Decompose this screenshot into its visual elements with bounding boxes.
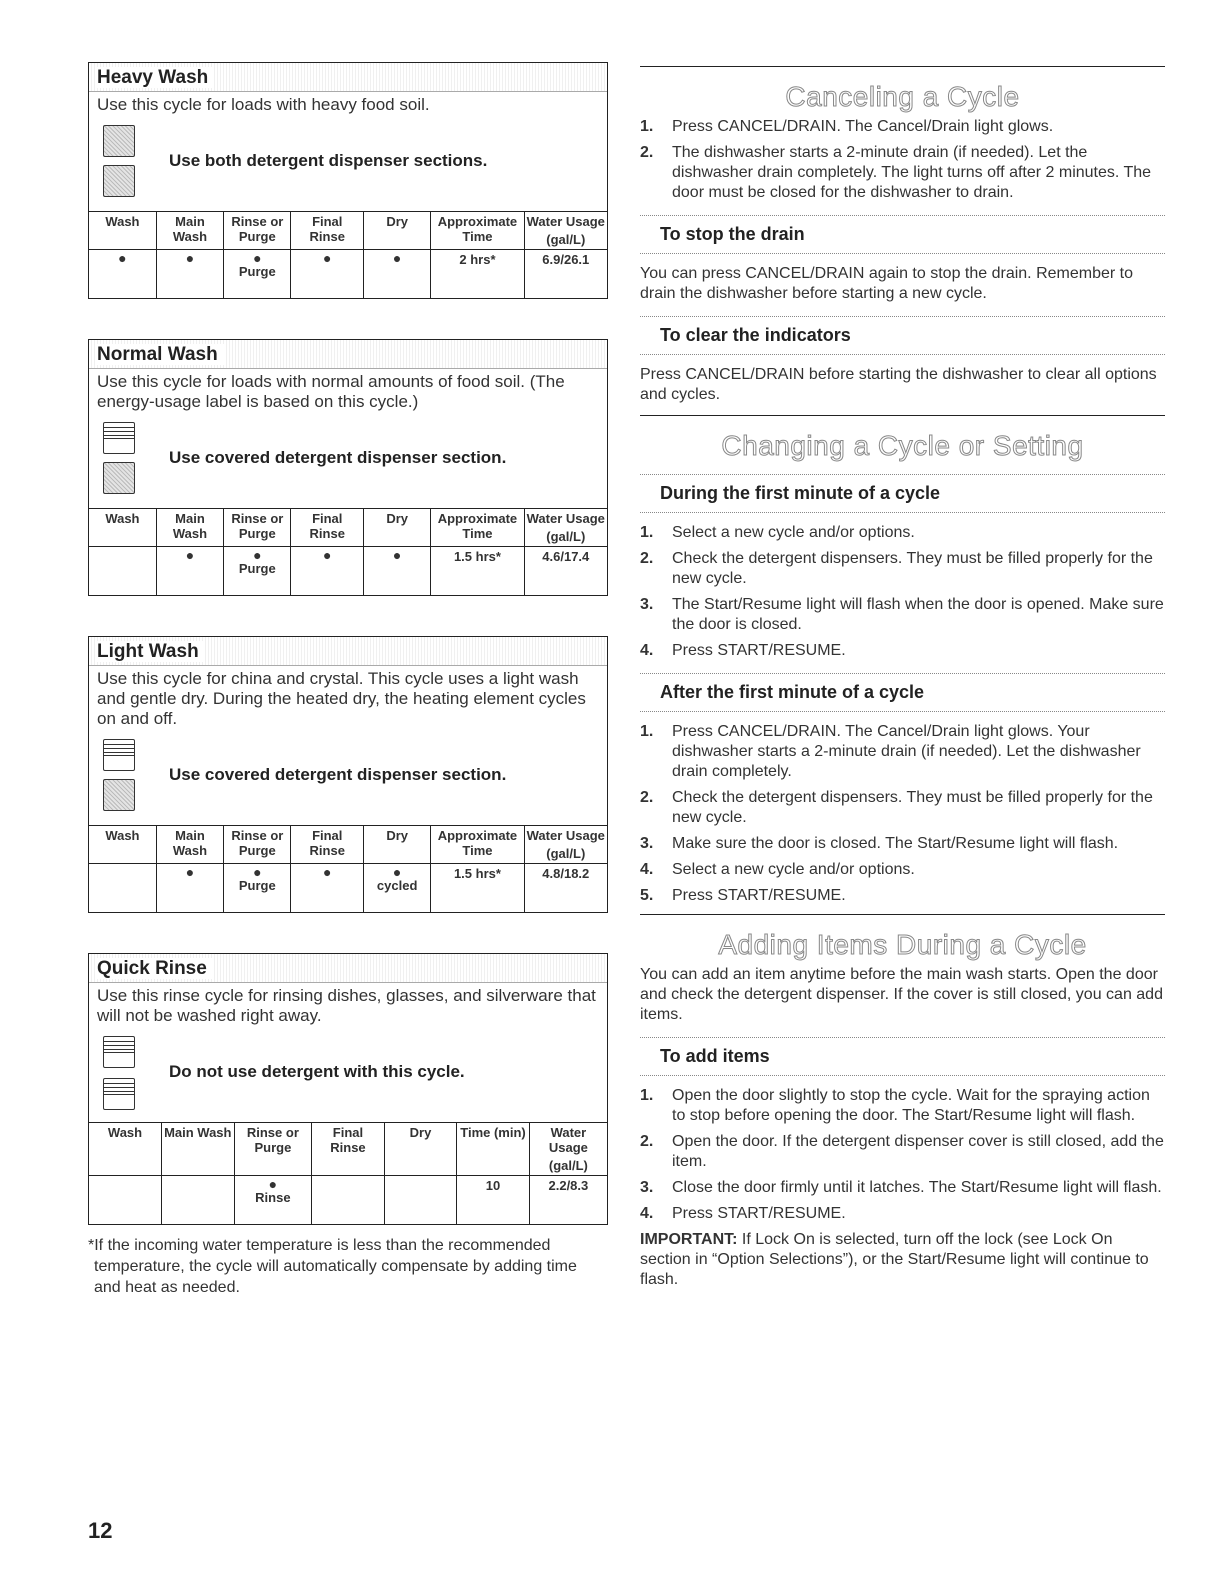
main-dispenser-covered-icon xyxy=(103,422,135,454)
col-header: Final Rinse xyxy=(291,826,364,864)
cycle-title: Quick Rinse xyxy=(97,958,213,979)
col-header: Main Wash xyxy=(156,509,223,547)
cycle-spec-table xyxy=(89,211,607,298)
time-cell: 1.5 hrs* xyxy=(431,547,524,596)
stage-cell xyxy=(89,547,156,596)
section-title-adding: Adding Items During a Cycle xyxy=(718,929,1087,960)
prewash-dispenser-filled-icon xyxy=(103,165,135,197)
step-item xyxy=(640,886,1165,906)
step-number: 1. xyxy=(640,723,654,740)
stage-cell xyxy=(364,864,431,913)
dispenser-instruction xyxy=(89,1026,607,1122)
stage-dot-icon: ● xyxy=(323,250,332,266)
instructions-column xyxy=(640,66,1165,1296)
stage-dot-icon: ● xyxy=(323,864,332,880)
col-header: Approximate Time xyxy=(431,826,524,864)
col-header: Final Rinse xyxy=(291,212,364,250)
main-dispenser-filled-icon xyxy=(103,125,135,157)
dispenser-text: Use covered detergent dispenser section. xyxy=(169,765,507,784)
during-steps xyxy=(640,523,1165,661)
step-item xyxy=(640,1132,1165,1172)
cycle-description: Use this rinse cycle for rinsing dishes, glasses, and silverware that will not be washed right away. xyxy=(97,986,596,1025)
cycle-title: Light Wash xyxy=(97,641,205,662)
col-header: Water Usage (gal/L) xyxy=(524,826,607,864)
stage-dot-icon: ● xyxy=(185,547,195,563)
stage-cell xyxy=(224,864,291,913)
stage-dot-icon: ● xyxy=(268,1176,278,1192)
stage-dot-icon: ● xyxy=(323,547,332,563)
footnote: *If the incoming water temperature is less than the recommended temperature, the cycle will automatically compensate by adding time and heat as needed. xyxy=(88,1237,577,1296)
cycle-quick-rinse xyxy=(88,953,608,1225)
step-text: Check the detergent dispensers. They must be filled properly for the new cycle. xyxy=(672,789,1153,826)
stage-dot-icon: ● xyxy=(185,250,195,266)
adding-text: You can add an item anytime before the main wash starts. Open the door and check the detergent dispenser. If the cover is still closed, you can add items. xyxy=(640,966,1163,1023)
dispenser-text: Do not use detergent with this cycle. xyxy=(169,1062,465,1081)
step-item xyxy=(640,549,1165,589)
col-header: Final Rinse xyxy=(291,509,364,547)
col-header: Rinse or Purge xyxy=(224,509,291,547)
stage-cell xyxy=(156,547,223,596)
stage-cell xyxy=(291,864,364,913)
cycle-description: Use this cycle for loads with normal amounts of food soil. (The energy-usage label is based on this cycle.) xyxy=(97,372,565,411)
stage-cell xyxy=(156,250,223,299)
stage-cell xyxy=(364,250,431,299)
col-header: Dry xyxy=(364,212,431,250)
section-title-changing: Changing a Cycle or Setting xyxy=(721,430,1084,461)
stage-cell xyxy=(234,1176,312,1225)
subhead-add-items: To add items xyxy=(640,1037,1165,1076)
col-header: Rinse or Purge xyxy=(234,1123,312,1176)
step-number: 3. xyxy=(640,1179,654,1196)
step-number: 1. xyxy=(640,118,654,135)
step-number: 5. xyxy=(640,887,654,904)
col-header: Rinse or Purge xyxy=(224,826,291,864)
step-number: 4. xyxy=(640,861,654,878)
col-header: Dry xyxy=(364,509,431,547)
cycle-light-wash xyxy=(88,636,608,913)
page-number: 12 xyxy=(88,1518,113,1543)
step-number: 2. xyxy=(640,789,654,806)
stage-note: Purge xyxy=(238,264,276,279)
cancel-steps xyxy=(640,117,1165,203)
step-text: Open the door. If the detergent dispenser cover is still closed, add the item. xyxy=(672,1133,1164,1170)
stage-dot-icon: ● xyxy=(253,250,262,266)
stage-dot-icon: ● xyxy=(392,547,402,563)
col-header: Approximate Time xyxy=(431,509,524,547)
cycle-title: Normal Wash xyxy=(97,344,224,365)
step-text: Press CANCEL/DRAIN. The Cancel/Drain light glows. xyxy=(672,118,1054,135)
stage-dot-icon: ● xyxy=(185,864,195,880)
after-steps xyxy=(640,722,1165,906)
step-item xyxy=(640,595,1165,635)
prewash-dispenser-icon xyxy=(103,462,135,494)
step-item xyxy=(640,1178,1165,1198)
col-header: Wash xyxy=(89,212,156,250)
step-number: 2. xyxy=(640,550,654,567)
water-cell: 4.8/18.2 xyxy=(524,864,607,913)
step-text: Press CANCEL/DRAIN. The Cancel/Drain light glows. Your dishwasher starts a 2-minute drain (if needed). Let the dishwasher drain completely. xyxy=(672,723,1141,780)
stage-cell xyxy=(291,250,364,299)
table-row xyxy=(89,547,607,596)
step-text: Press START/RESUME. xyxy=(672,642,846,659)
cycle-description: Use this cycle for china and crystal. This cycle uses a light wash and gentle dry. During the heated dry, the heating element cycles on and off. xyxy=(97,669,586,728)
step-item xyxy=(640,523,1165,543)
col-header: Dry xyxy=(364,826,431,864)
stage-cell xyxy=(162,1176,235,1225)
stage-cell xyxy=(89,1176,162,1225)
step-text: The Start/Resume light will flash when the door is opened. Make sure the door is closed. xyxy=(672,596,1164,633)
dispenser-text: Use covered detergent dispenser section. xyxy=(169,448,507,467)
section-title-canceling: Canceling a Cycle xyxy=(785,81,1020,112)
table-row xyxy=(89,864,607,913)
main-dispenser-covered-icon xyxy=(103,1036,135,1068)
step-item xyxy=(640,143,1165,203)
cycle-normal-wash xyxy=(88,339,608,596)
step-item xyxy=(640,1086,1165,1126)
water-cell: 2.2/8.3 xyxy=(529,1176,607,1225)
step-item xyxy=(640,1204,1165,1224)
stage-note: Purge xyxy=(238,561,276,576)
time-cell: 2 hrs* xyxy=(431,250,524,299)
stage-cell xyxy=(364,547,431,596)
step-item xyxy=(640,788,1165,828)
step-item xyxy=(640,641,1165,661)
col-header: Time (min) xyxy=(457,1123,530,1176)
main-dispenser-covered-icon xyxy=(103,739,135,771)
col-header: Water Usage (gal/L) xyxy=(529,1123,607,1176)
col-header: Wash xyxy=(89,1123,162,1176)
step-text: Make sure the door is closed. The Start/Resume light will flash. xyxy=(672,835,1119,852)
subhead-clear-indicators: To clear the indicators xyxy=(640,316,1165,355)
cycle-spec-table xyxy=(89,825,607,912)
dispenser-instruction xyxy=(89,412,607,508)
step-text: Press START/RESUME. xyxy=(672,1205,846,1222)
add-steps xyxy=(640,1086,1165,1224)
prewash-dispenser-icon xyxy=(103,779,135,811)
step-text: Check the detergent dispensers. They must be filled properly for the new cycle. xyxy=(672,550,1153,587)
step-number: 2. xyxy=(640,1133,654,1150)
step-text: Press START/RESUME. xyxy=(672,887,846,904)
step-number: 1. xyxy=(640,1087,654,1104)
col-header: Approximate Time xyxy=(431,212,524,250)
step-number: 2. xyxy=(640,144,654,161)
step-text: The dishwasher starts a 2-minute drain (if needed). Let the dishwasher drain completely. The light turns off after 2 minutes. The door must be closed for the dishwasher to drain. xyxy=(672,144,1152,201)
step-text: Open the door slightly to stop the cycle. Wait for the spraying action to stop before opening the door. The Start/Resume light will flash. xyxy=(672,1087,1150,1124)
col-header: Main Wash xyxy=(162,1123,235,1176)
stage-cell xyxy=(89,250,156,299)
col-header: Final Rinse xyxy=(312,1123,385,1176)
stage-cell xyxy=(291,547,364,596)
table-row xyxy=(89,1176,607,1225)
subhead-after-first-minute: After the first minute of a cycle xyxy=(640,673,1165,712)
stage-dot-icon: ● xyxy=(253,864,262,880)
stage-cell xyxy=(224,250,291,299)
col-header: Wash xyxy=(89,826,156,864)
stage-dot-icon: ● xyxy=(118,250,127,266)
time-cell: 1.5 hrs* xyxy=(431,864,524,913)
step-item xyxy=(640,860,1165,880)
stage-note: cycled xyxy=(376,878,418,893)
step-number: 3. xyxy=(640,835,654,852)
col-header: Water Usage (gal/L) xyxy=(524,212,607,250)
water-cell: 4.6/17.4 xyxy=(524,547,607,596)
stage-note: Purge xyxy=(238,878,276,893)
col-header: Water Usage (gal/L) xyxy=(524,509,607,547)
prewash-dispenser-covered-icon xyxy=(103,1078,135,1110)
step-number: 4. xyxy=(640,1205,654,1222)
cycle-spec-table xyxy=(89,508,607,595)
stage-note: Rinse xyxy=(255,1190,291,1205)
water-cell: 6.9/26.1 xyxy=(524,250,607,299)
cycle-heavy-wash xyxy=(88,62,608,299)
step-text: Close the door firmly until it latches. The Start/Resume light will flash. xyxy=(672,1179,1162,1196)
stop-drain-text: You can press CANCEL/DRAIN again to stop the drain. Remember to drain the dishwasher before starting a new cycle. xyxy=(640,265,1133,302)
step-text: Select a new cycle and/or options. xyxy=(672,524,915,541)
stage-cell xyxy=(156,864,223,913)
subhead-stop-drain: To stop the drain xyxy=(640,215,1165,254)
stage-cell xyxy=(384,1176,457,1225)
table-row xyxy=(89,250,607,299)
col-header: Wash xyxy=(89,509,156,547)
col-header: Main Wash xyxy=(156,826,223,864)
stage-dot-icon: ● xyxy=(392,864,402,880)
time-cell: 10 xyxy=(457,1176,530,1225)
stage-cell xyxy=(224,547,291,596)
dispenser-instruction xyxy=(89,729,607,825)
step-text: Select a new cycle and/or options. xyxy=(672,861,915,878)
dispenser-instruction xyxy=(89,115,607,211)
col-header: Dry xyxy=(384,1123,457,1176)
stage-cell xyxy=(312,1176,385,1225)
cycle-spec-table xyxy=(89,1122,607,1224)
step-item xyxy=(640,834,1165,854)
col-header: Rinse or Purge xyxy=(224,212,291,250)
step-item xyxy=(640,117,1165,137)
step-number: 4. xyxy=(640,642,654,659)
dispenser-text: Use both detergent dispenser sections. xyxy=(169,151,488,170)
important-note: IMPORTANT: If Lock On is selected, turn off the lock (see Lock On section in “Option Selections”), or the Start/Resume light will continue to flash. xyxy=(640,1231,1149,1288)
cycle-title: Heavy Wash xyxy=(97,67,214,88)
subhead-during-first-minute: During the first minute of a cycle xyxy=(640,474,1165,513)
step-item xyxy=(640,722,1165,782)
stage-dot-icon: ● xyxy=(392,250,402,266)
step-number: 1. xyxy=(640,524,654,541)
col-header: Main Wash xyxy=(156,212,223,250)
stage-cell xyxy=(89,864,156,913)
stage-dot-icon: ● xyxy=(253,547,262,563)
clear-indicators-text: Press CANCEL/DRAIN before starting the dishwasher to clear all options and cycles. xyxy=(640,366,1157,403)
step-number: 3. xyxy=(640,596,654,613)
cycles-column xyxy=(88,62,608,1298)
cycle-description: Use this cycle for loads with heavy food soil. xyxy=(97,95,430,114)
